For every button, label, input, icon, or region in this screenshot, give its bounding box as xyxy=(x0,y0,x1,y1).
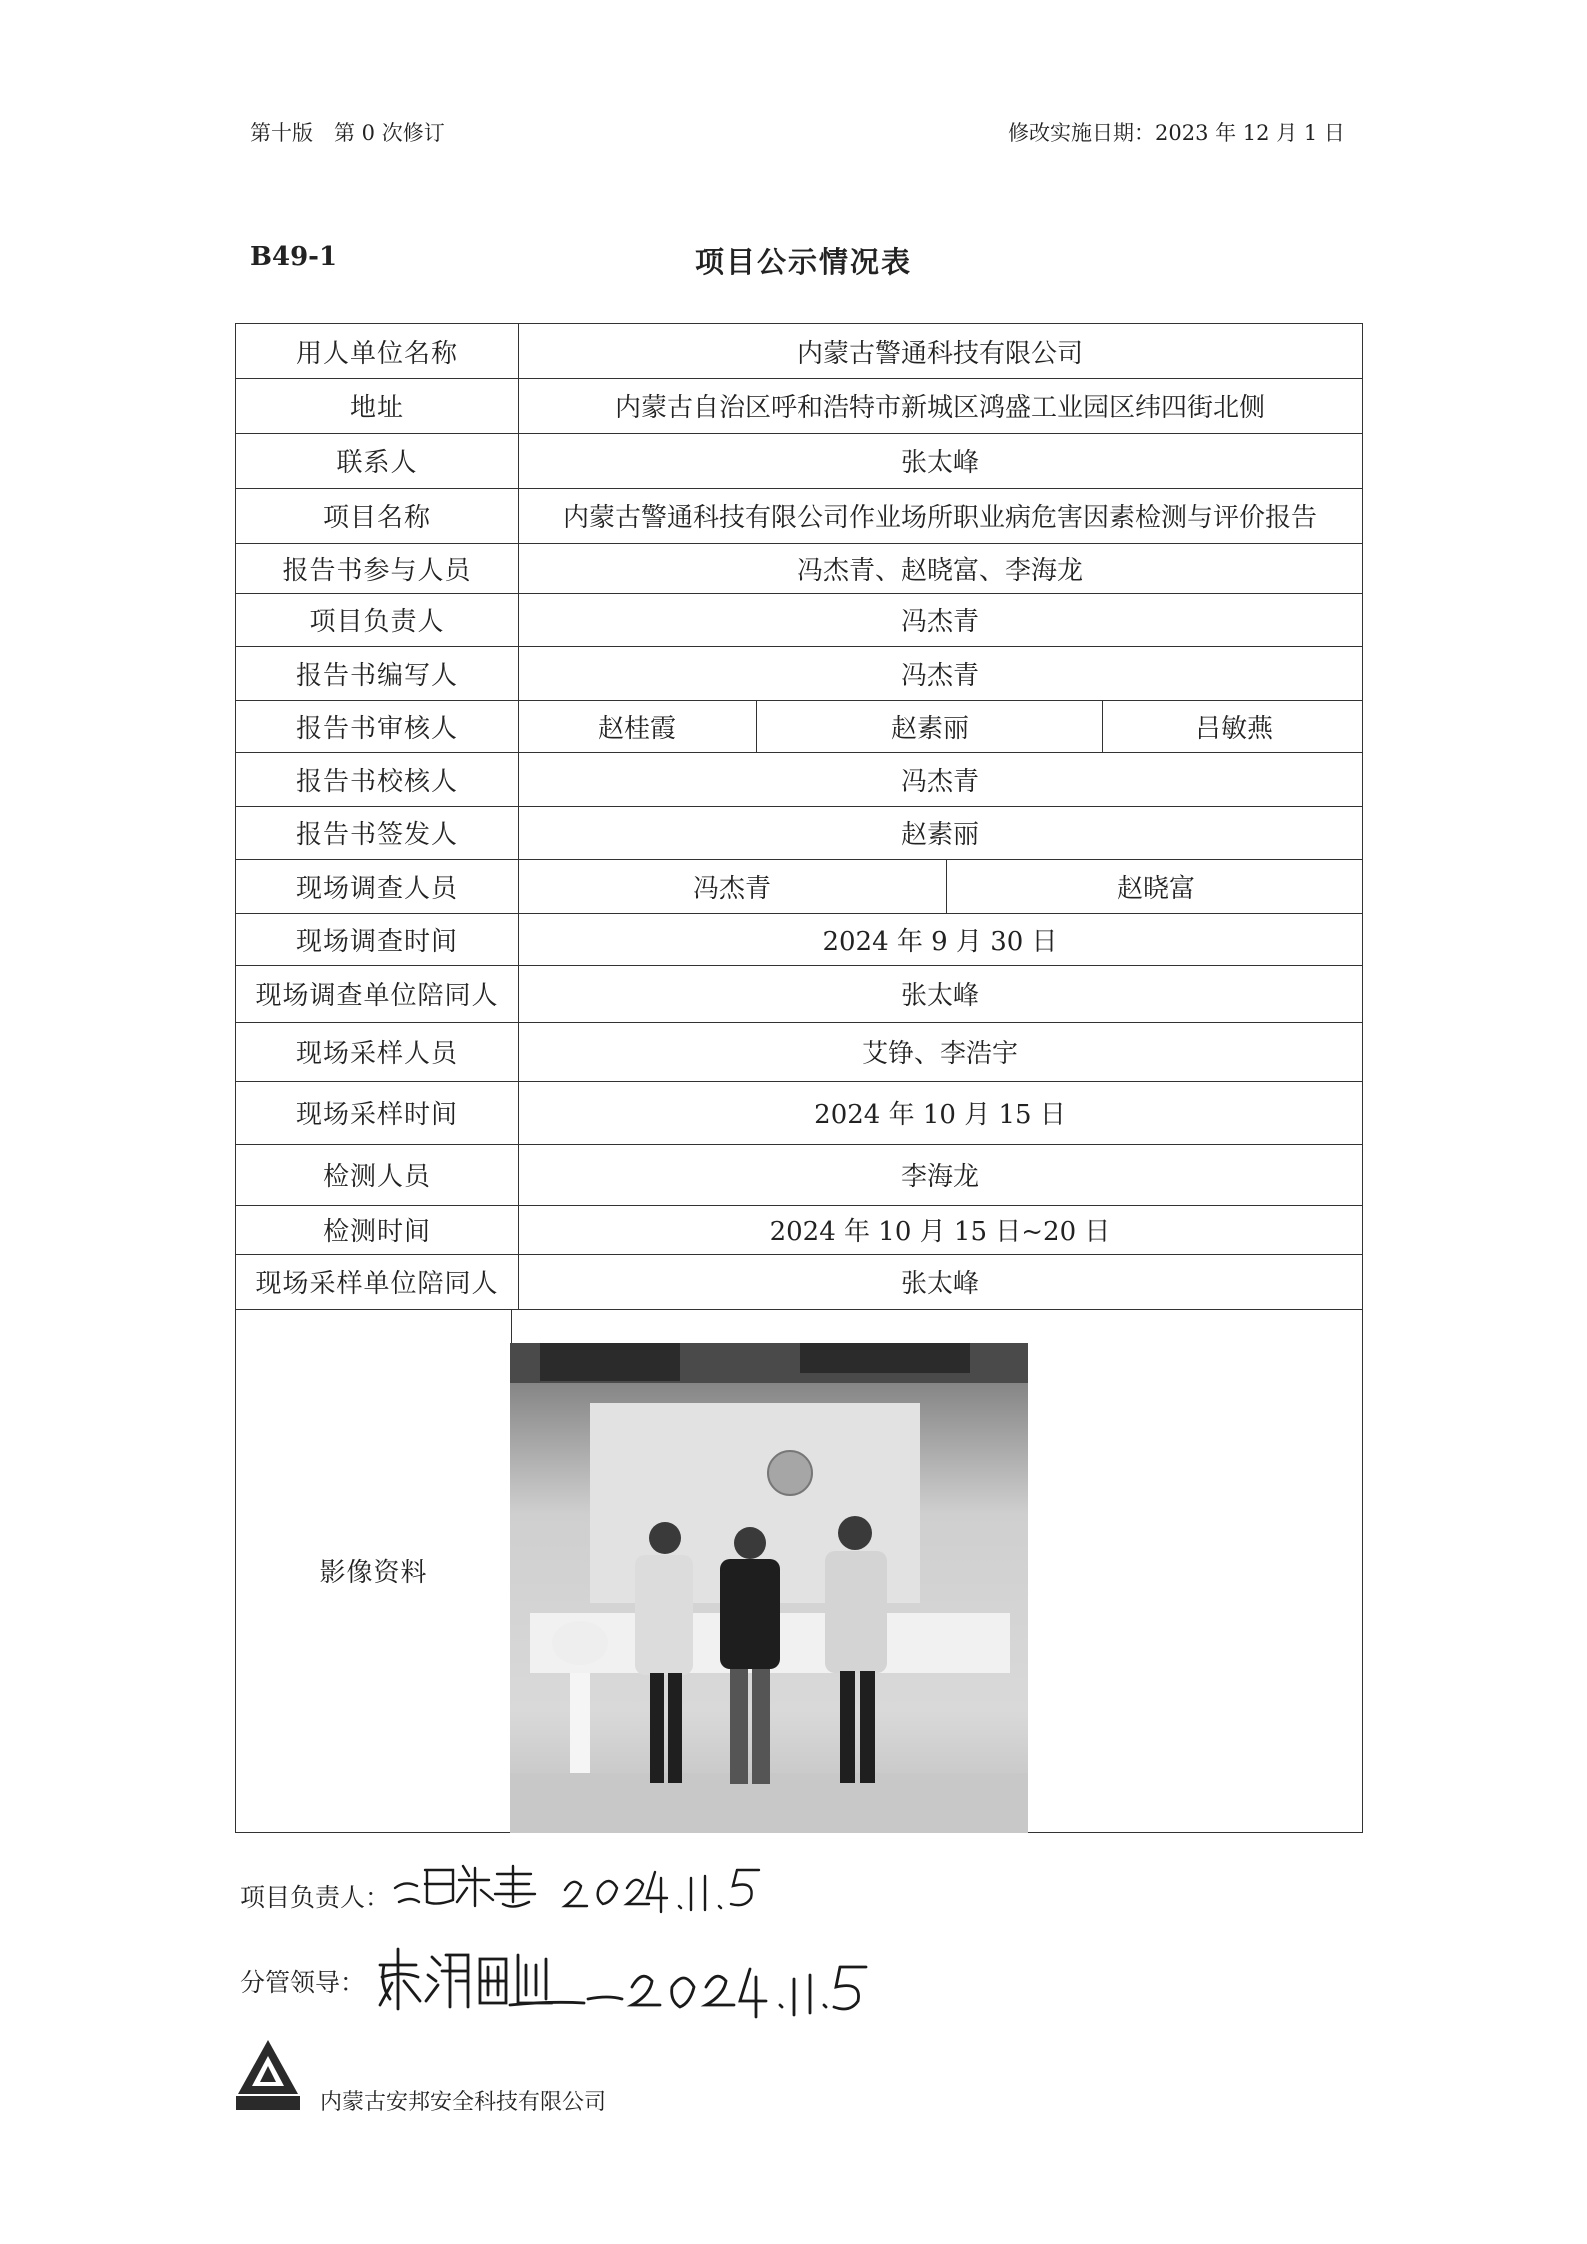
table-row xyxy=(236,1254,1362,1310)
row-value: 张太峰 xyxy=(900,981,979,1011)
effective-date: 修改实施日期：2023 年 12 月 1 日 xyxy=(1008,121,1345,145)
row-value: 张太峰 xyxy=(900,1269,979,1299)
row-value: 冯杰青、赵晓富、李海龙 xyxy=(796,555,1083,586)
row-value: 2024 年 10 月 15 日~20 日 xyxy=(769,1217,1111,1247)
row-label: 现场采样人员 xyxy=(236,1022,519,1081)
company-name: 内蒙古安邦安全科技有限公司 xyxy=(320,2090,607,2115)
table-row xyxy=(236,433,1362,489)
row-value: 张太峰 xyxy=(900,448,979,478)
table-row xyxy=(236,752,1362,807)
row-label: 报告书审核人 xyxy=(236,700,519,752)
table-row xyxy=(236,700,1362,753)
project-lead-handwritten-signature xyxy=(385,1848,765,1923)
row-label: 项目名称 xyxy=(236,488,519,543)
table-row xyxy=(236,806,1362,860)
row-value: 赵素丽 xyxy=(900,820,979,850)
row-label: 现场调查人员 xyxy=(236,859,519,913)
site-photo xyxy=(510,1343,1028,1833)
row-label: 项目负责人 xyxy=(236,593,519,646)
row-label: 检测时间 xyxy=(236,1205,519,1254)
image-row-label: 影像资料 xyxy=(236,1309,512,1832)
row-value: 艾铮、李浩宇 xyxy=(861,1039,1018,1069)
row-value: 冯杰青 xyxy=(900,607,979,637)
row-label: 检测人员 xyxy=(236,1144,519,1205)
row-value: 2024 年 9 月 30 日 xyxy=(822,926,1058,957)
row-value: 内蒙古警通科技有限公司作业场所职业病危害因素检测与评价报告 xyxy=(562,503,1317,533)
row-label: 报告书签发人 xyxy=(236,806,519,859)
row-label: 现场采样时间 xyxy=(236,1081,519,1144)
row-value: 李海龙 xyxy=(900,1162,979,1192)
table-row xyxy=(236,965,1362,1023)
row-label: 用人单位名称 xyxy=(236,324,519,378)
row-label: 联系人 xyxy=(236,433,519,488)
row-label: 现场采样单位陪同人 xyxy=(236,1254,519,1309)
row-label: 报告书编写人 xyxy=(236,646,519,700)
row-value: 内蒙古自治区呼和浩特市新城区鸿盛工业园区纬四街北侧 xyxy=(614,393,1265,423)
table-row xyxy=(236,1081,1362,1145)
row-label: 现场调查单位陪同人 xyxy=(236,965,519,1022)
table-row xyxy=(236,859,1362,914)
table-row xyxy=(236,1205,1362,1255)
table-row xyxy=(236,324,1362,379)
row-label: 地址 xyxy=(236,378,519,433)
table-row xyxy=(236,1022,1362,1082)
project-lead-signature-label: 项目负责人： xyxy=(240,1883,391,1912)
edition-text: 第十版 第 0 次修订 xyxy=(250,121,445,145)
form-code: B49-1 xyxy=(250,242,338,272)
row-label: 报告书参与人员 xyxy=(236,543,519,593)
row-value-cell: 吕敏燕 xyxy=(1102,700,1365,752)
supervisor-signature-label: 分管领导： xyxy=(240,1968,366,1997)
row-value: 冯杰青 xyxy=(900,766,979,797)
table-row xyxy=(236,646,1362,701)
row-value: 内蒙古警通科技有限公司 xyxy=(796,338,1083,369)
table-row xyxy=(236,913,1362,966)
table-row xyxy=(236,543,1362,594)
table-row xyxy=(236,378,1362,434)
page-title: 项目公示情况表 xyxy=(694,245,912,279)
row-value: 冯杰青 xyxy=(900,660,979,691)
table-row xyxy=(236,1144,1362,1206)
row-value-cell: 赵素丽 xyxy=(756,700,1103,752)
table-row xyxy=(236,488,1362,544)
row-value-cell: 赵晓富 xyxy=(946,859,1365,913)
table-row xyxy=(236,593,1362,647)
row-value-cell: 赵桂霞 xyxy=(597,713,676,744)
row-value: 2024 年 10 月 15 日 xyxy=(814,1100,1066,1130)
row-label: 现场调查时间 xyxy=(236,913,519,965)
row-value-cell: 冯杰青 xyxy=(692,873,771,904)
anbang-logo xyxy=(236,2038,300,2110)
row-label: 报告书校核人 xyxy=(236,752,519,806)
supervisor-handwritten-signature xyxy=(370,1935,870,2030)
